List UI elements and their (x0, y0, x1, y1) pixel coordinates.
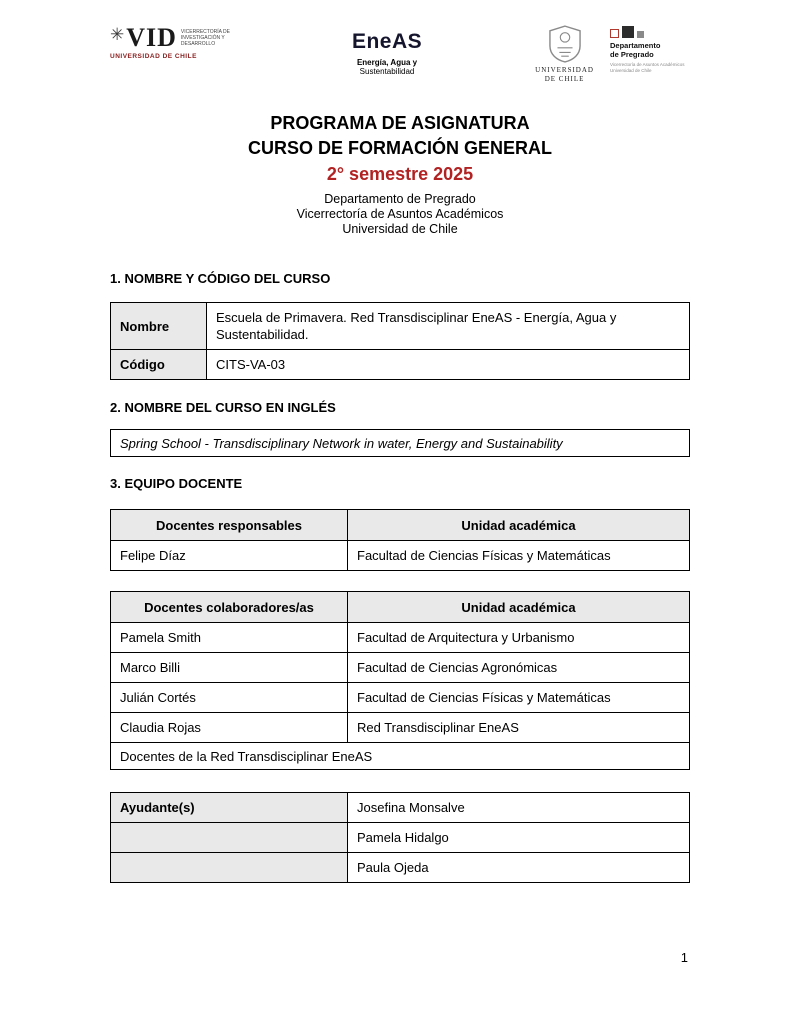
course-name-code-table (110, 302, 690, 380)
pregrado-name-line2: de Pregrado (609, 49, 654, 59)
nombre-value-cell: Escuela de Primavera. Red Transdisciplinar EneAS - Energía, Agua y Sustentabilidad. (207, 303, 690, 350)
semester-title: 2° semestre 2025 (326, 164, 474, 184)
table-row (111, 430, 690, 457)
vid-university-text: UNIVERSIDAD DE CHILE (110, 53, 197, 60)
pregrado-subtext-line1: Vicerrectoría de Asuntos Académicos (609, 62, 685, 67)
vid-logo (110, 25, 239, 60)
section-1-heading: 1. NOMBRE Y CÓDIGO DEL CURSO (110, 271, 331, 286)
ayudantes-table (110, 792, 690, 883)
eneas-logo (352, 25, 422, 76)
uchile-text-line1: UNIVERSIDAD (535, 66, 594, 74)
table-row (111, 793, 690, 823)
pregrado-subtext-line2: Universidad de Chile (609, 67, 652, 73)
eneas-subtitle-line1: Energía, Agua y (356, 58, 418, 67)
vid-logo-top (110, 25, 239, 51)
eneas-subtitle-line2: Sustentabilidad (359, 67, 415, 76)
docente-name-cell: Julián Cortés (111, 683, 348, 713)
table-header-row (111, 510, 690, 541)
uchile-logo (535, 25, 594, 83)
table-row (111, 853, 690, 883)
org-line-departamento: Departamento de Pregrado (324, 192, 476, 206)
docente-name-cell: Pamela Smith (111, 623, 348, 653)
table-row (111, 653, 690, 683)
pregrado-name-line1: Departamento (609, 41, 661, 50)
docente-name-cell: Marco Billi (111, 653, 348, 683)
table-row (111, 743, 690, 770)
page-number: 1 (680, 950, 688, 965)
table-row (111, 350, 690, 380)
unidad-cell: Facultad de Ciencias Físicas y Matemáticas (348, 683, 690, 713)
eneas-wordmark: EneAS (351, 30, 423, 53)
nombre-label-cell: Nombre (111, 303, 207, 350)
table-row (111, 303, 690, 350)
ayudantes-label-cell: Ayudante(s) (111, 793, 348, 823)
ayudante-name-cell: Paula Ojeda (348, 853, 690, 883)
table-row (111, 683, 690, 713)
table-row (111, 823, 690, 853)
docentes-colaboradores-table (110, 591, 690, 770)
unidad-cell: Red Transdisciplinar EneAS (348, 713, 690, 743)
org-line-vicerrectoria: Vicerrectoría de Asuntos Académicos (296, 207, 504, 221)
vid-sun-icon: ✳ (110, 25, 125, 44)
unidad-cell: Facultad de Arquitectura y Urbanismo (348, 623, 690, 653)
codigo-label-cell: Código (111, 350, 207, 380)
responsables-col1-header: Docentes responsables (111, 510, 348, 541)
vid-acronym: VID (126, 23, 177, 52)
section-3-heading: 3. EQUIPO DOCENTE (110, 476, 243, 491)
table-row (111, 623, 690, 653)
english-name-cell: Spring School - Transdisciplinary Network in water, Energy and Sustainability (111, 430, 690, 457)
colaboradores-col2-header: Unidad académica (348, 592, 690, 623)
colaboradores-col1-header: Docentes colaboradores/as (111, 592, 348, 623)
ayudante-name-cell: Josefina Monsalve (348, 793, 690, 823)
pregrado-name (610, 42, 690, 59)
pregrado-squares-icon (610, 25, 690, 38)
table-header-row (111, 592, 690, 623)
pregrado-square-outline (610, 29, 619, 38)
uchile-text-line2: DE CHILE (544, 74, 585, 83)
unidad-cell: Facultad de Ciencias Agronómicas (348, 653, 690, 683)
responsables-col2-header: Unidad académica (348, 510, 690, 541)
codigo-value-cell: CITS-VA-03 (207, 350, 690, 380)
uchile-text (535, 66, 594, 83)
pregrado-logo (610, 25, 690, 73)
right-logo-group (535, 25, 690, 83)
document-title-line1: PROGRAMA DE ASIGNATURA (270, 113, 530, 133)
pregrado-subtext (610, 62, 690, 73)
org-block (110, 192, 690, 237)
document-title-line2: CURSO DE FORMACIÓN GENERAL (247, 138, 552, 158)
colaboradores-footer-cell: Docentes de la Red Transdisciplinar EneAS (111, 743, 690, 770)
docentes-responsables-table (110, 509, 690, 571)
unidad-cell: Facultad de Ciencias Físicas y Matemáticas (348, 541, 690, 571)
ayudantes-empty-label-cell (111, 853, 348, 883)
table-row (111, 713, 690, 743)
uchile-crest-icon (549, 25, 581, 63)
docente-name-cell: Felipe Díaz (111, 541, 348, 571)
ayudante-name-cell: Pamela Hidalgo (348, 823, 690, 853)
table-row (111, 541, 690, 571)
pregrado-square-gray (637, 31, 644, 38)
english-name-table (110, 429, 690, 457)
title-block (110, 111, 690, 237)
logo-band (110, 25, 690, 91)
org-line-universidad: Universidad de Chile (342, 222, 458, 236)
section-2-heading: 2. NOMBRE DEL CURSO EN INGLÉS (110, 400, 336, 415)
pregrado-square-dark (622, 26, 634, 38)
docente-name-cell: Claudia Rojas (111, 713, 348, 743)
vid-side-text: VICERRECTORÍA DE INVESTIGACIÓN Y DESARROLLO (180, 29, 231, 47)
ayudantes-empty-label-cell (111, 823, 348, 853)
